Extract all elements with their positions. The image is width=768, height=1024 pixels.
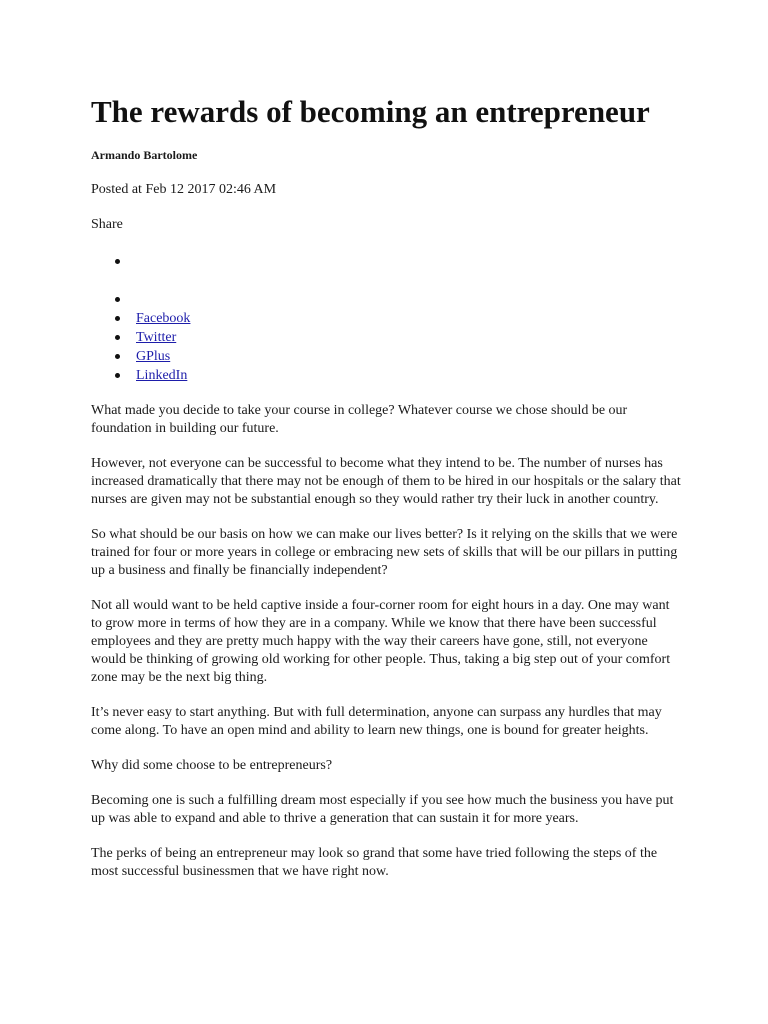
author-name: Armando Bartolome (91, 148, 198, 162)
article-paragraph: What made you decide to take your course in college? Whatever course we chose should be our foundation in building our future. (91, 403, 628, 436)
share-list (91, 252, 190, 385)
article-title: The rewards of becoming an entrepreneur (91, 94, 650, 129)
share-list-item-gplus (136, 347, 190, 366)
share-list-item-facebook (136, 309, 190, 328)
article-paragraph: Becoming one is such a fulfilling dream most especially if you see how much the business you have put up was able to expand and able to thrive a generation that can sustain it for more years. (91, 793, 674, 826)
posted-date: Posted at Feb 12 2017 02:46 AM (91, 182, 277, 197)
share-list-item-empty (136, 290, 190, 309)
article-body (91, 402, 683, 898)
share-list-item-linkedin (136, 366, 190, 385)
share-label: Share (91, 217, 123, 232)
facebook-link[interactable]: Facebook (136, 311, 191, 326)
linkedin-link[interactable]: LinkedIn (136, 368, 188, 383)
article-paragraph: However, not everyone can be successful to become what they intend to be. The number of nurses has increased dramatically that there may not be enough of them to be hired in our hospitals or the salary that nurses are given may not be substantial enough so they would rather try their luck in another country. (91, 456, 681, 507)
twitter-link[interactable]: Twitter (136, 330, 177, 345)
article-paragraph: The perks of being an entrepreneur may look so grand that some have tried following the steps of the most successful businessmen that we have right now. (91, 846, 658, 879)
article-paragraph: It’s never easy to start anything. But with full determination, anyone can surpass any hurdles that may come along. To have an open mind and ability to learn new things, one is bound for greater heights. (91, 705, 662, 738)
share-list-item-empty (136, 252, 190, 290)
gplus-link[interactable]: GPlus (136, 349, 171, 364)
share-list-item-twitter (136, 328, 190, 347)
article-paragraph: Why did some choose to be entrepreneurs? (91, 758, 333, 773)
article-paragraph: So what should be our basis on how we can make our lives better? Is it relying on the skills that we were trained for four or more years in college or embracing new sets of skills that will be our pillars in putting up a business and finally be financially independent? (91, 527, 678, 578)
article-paragraph: Not all would want to be held captive inside a four-corner room for eight hours in a day. One may want to grow more in terms of how they are in a company. While we know that there have been successful employees and they are pretty much happy with the way their careers have gone, still, not everyone would be thinking of growing old working for other people. Thus, taking a big step out of your comfort zone may be the next big thing. (91, 598, 671, 685)
